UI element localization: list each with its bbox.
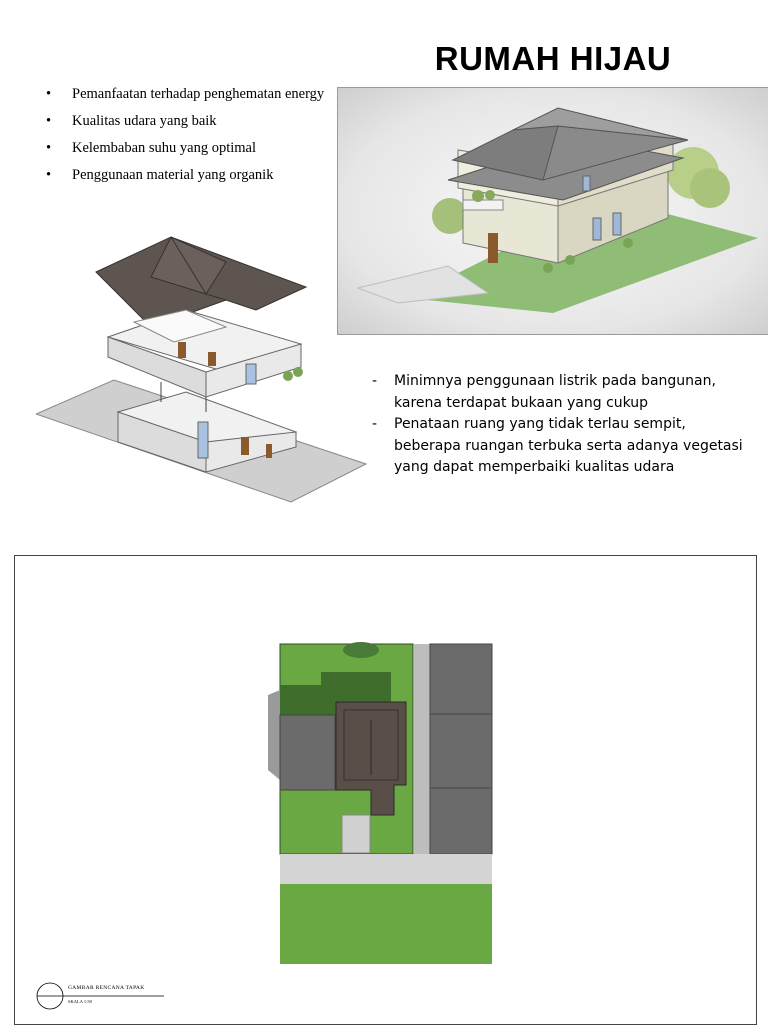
feature-item: • Kualitas udara yang baik bbox=[46, 113, 326, 130]
exploded-axonometric-image bbox=[36, 232, 370, 512]
feature-item: • Pemanfaatan terhadap penghematan energy bbox=[46, 86, 326, 103]
notes-list bbox=[370, 371, 750, 479]
page-title: RUMAH HIJAU bbox=[434, 40, 672, 77]
house-render-image bbox=[337, 87, 768, 335]
note-item: - Minimnya penggunaan listrik pada bangunan, karena terdapat bukaan yang cukup bbox=[370, 371, 750, 414]
drawing-title: GAMBAR RENCANA TAPAK bbox=[68, 985, 145, 991]
site-plan-drawing bbox=[266, 640, 496, 970]
note-item: - Penataan ruang yang tidak terlau sempit, beberapa ruangan terbuka serta adanya vegetasi yang dapat memperbaiki kualitas udara bbox=[370, 414, 750, 479]
feature-item: • Kelembaban suhu yang optimal bbox=[46, 140, 326, 157]
drawing-scale: SKALA 1:50 bbox=[68, 999, 92, 1004]
feature-item: • Penggunaan material yang organik bbox=[46, 167, 326, 184]
feature-list bbox=[46, 86, 326, 194]
